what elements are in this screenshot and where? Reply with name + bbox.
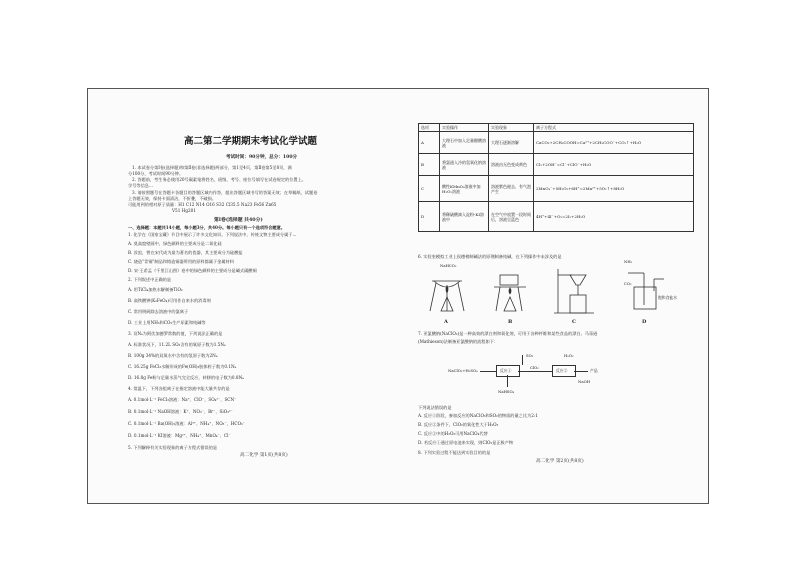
table-cell: 酸性KMnO₄溶液中加H₂O₂溶液 [440, 176, 489, 202]
question-7-option: B. 反应②条件下，ClO₂的氧化性大于H₂O₂ [418, 422, 499, 427]
table-row [419, 176, 694, 202]
page-footer: 高二化学 第1页(共8页) [240, 453, 288, 458]
question-line: C. 常用明矾除去溶液中的氯离子 [128, 309, 189, 314]
question-line: 2. 下列叙述中正确的是 [128, 277, 172, 282]
apparatus-label-c: C [572, 319, 576, 325]
question-line: D. 工业上用NH₃和CO₂生产尿素和纯碱等 [128, 320, 206, 325]
question-line: 4. 常温下，下列各组离子在指定溶液中能大量共存的是 [128, 386, 230, 391]
table-cell: 溶液紫色褪去，有气泡产生 [489, 176, 534, 202]
note-line: 上答题无效，保持卡面清洁，不折叠，不破损。 [128, 196, 216, 201]
right-page [418, 89, 694, 503]
flow-gas-2: ClO₂ [530, 365, 539, 370]
note-line: 2. 答题前，考生务必使用20号碳素笔将姓名、班级、考号、座位号填写在试卷规定的位置上。 [132, 177, 306, 182]
reaction-table [418, 123, 694, 232]
table-row [419, 132, 694, 154]
left-page [128, 89, 388, 503]
question-line: C. 烧造"青铜"制品和铸造铜器所用的原料都属于金属材料 [128, 259, 234, 264]
table-cell: Cl₂+2OH⁻=Cl⁻+ClO⁻+H₂O [534, 154, 694, 176]
flow-arrow [518, 371, 552, 372]
question-line: 5. 下列解释有关实验现象的离子方程式错误的是 [128, 445, 218, 450]
flow-box-reaction-2 [552, 365, 576, 377]
question-7-option: D. 若反应①通过原电池来实现，则ClO₂是正极产物 [418, 440, 514, 445]
table-cell: 在空气中放置一段时间后，溶液呈蓝色 [489, 202, 534, 232]
section-title: 第Ⅰ卷(选择题 共40分) [214, 217, 263, 223]
apparatus-label-d: D [642, 319, 647, 325]
question-line: D. 16.8g Fe粉与足量水蒸气完全反应，转移的电子数为0.8Nₐ [128, 375, 244, 380]
apparatus-d-drawing [624, 265, 672, 317]
question-line: B. 汝窑，曾在宋代成为最为著名的瓷器，其主要成分为硅酸盐 [128, 250, 243, 255]
apparatus-text: NaHCO₃ [440, 263, 457, 268]
note-line: 可能用到的相对原子质量：H1 C12 N14 O16 S32 Cl35.5 Na23 Fe56 Zn65 [128, 202, 277, 207]
page-footer: 高二化学 第2页(共8页) [536, 459, 584, 464]
note-line: 1. 本试卷分第Ⅰ卷(选择题)和第Ⅱ卷(非选择题)两部分，第1至4页，第Ⅱ卷第5至8页，满 [132, 165, 292, 170]
table-header: 离子方程式 [534, 124, 694, 132]
flow-arrow [507, 375, 508, 387]
apparatus-text: 饱和食盐水 [658, 295, 677, 300]
flow-arrow [574, 371, 588, 372]
note-line: V51 Hg201 [172, 208, 197, 213]
table-cell: 将氯通入冷的氢氧化钠溶液 [440, 154, 489, 176]
apparatus-label-a: A [444, 319, 448, 325]
table-cell: 大理石逐渐溶解 [489, 132, 534, 154]
table-cell: 溶液由无色变成黄色 [489, 154, 534, 176]
question-7-line: 7. 亚氯酸钠(NaClO₂)是一种高效的漂白剂和氧化剂，可用于各种纤维和某些食品的漂白。马蒂逊 [418, 331, 598, 336]
question-7-option: A. 反应①阶段，参加反应的NaClO₃和SO₂的物质的量之比为2:1 [418, 413, 538, 418]
table-row [419, 154, 694, 176]
note-line: 分100分，考试时间90分钟。 [128, 171, 184, 176]
table-header-row [419, 124, 694, 132]
flow-reactant: NaClO₃+H₂SO₄ [448, 368, 478, 373]
table-row [419, 202, 694, 232]
flow-gas-1: SO₂ [526, 353, 534, 358]
apparatus-c-drawing [554, 265, 596, 317]
flow-arrow [522, 355, 523, 365]
question-line: A. 莫高窟壁画中，绿色颜料的主要成分是二氧化硅 [128, 241, 222, 246]
flow-product: 产品 [590, 368, 598, 373]
note-line: 3. 请按照题号在答题卡各题目的答题区域内作答，超出答题区域书写的答案无效；在草稿纸、试题卷 [132, 190, 318, 195]
apparatus-text: NH₃ [624, 259, 633, 264]
question-line: D. 0.1mol·L⁻¹ KI溶液：Mg²⁺、NH₄⁺、MnO₄⁻、Cl⁻ [128, 433, 231, 438]
question-line: D. 宋·王希孟《千里江山图》卷中的绿色颜料的主要成分是碱式碳酸铜 [128, 268, 257, 273]
table-cell: 2MnO₄⁻+5H₂O₂+6H⁺=2Mn²⁺+5O₂↑+8H₂O [534, 176, 694, 202]
table-header: 实验现象 [489, 124, 534, 132]
table-cell: 将稀硫酸滴入淀粉-KI溶液中 [440, 202, 489, 232]
flow-base: NaOH [578, 379, 591, 384]
question-6: 6. 实验室模拟工业上侯德榜制碱法的原理制备纯碱，在下列操作中未涉及的是 [418, 254, 562, 259]
flow-step-1: 反应① [500, 368, 512, 373]
table-cell: 大理石中加入足量醋酸溶液 [440, 132, 489, 154]
question-7-option: C. 反应②中的H₂O₂可用NaClO₄代替 [418, 431, 488, 436]
flow-reagent: H₂O₂ [564, 353, 574, 358]
table-cell: A [419, 132, 440, 154]
question-line: A. 0.1mol·L⁻¹ FeCl₃溶液：Na⁺、ClO⁻、SO₄²⁻、SCN⁻ [128, 397, 237, 402]
note-line: 学号等信息... [128, 183, 153, 188]
question-7-line: (Mathieson)法制备亚氯酸钠的流程如下： [418, 339, 499, 344]
table-cell: D [419, 202, 440, 232]
question-line: B. 高铁酸钾(K₂FeO₄)可用作自来水的消毒剂 [128, 298, 211, 303]
apparatus-text: CO₂ [624, 281, 632, 286]
exam-sheet [87, 88, 709, 504]
question-7-intro: 下列说法错误的是 [418, 405, 452, 410]
table-header: 实验操作 [440, 124, 489, 132]
table-cell: B [419, 154, 440, 176]
table-cell: C [419, 176, 440, 202]
table-cell: CaCO₃+2CH₃COOH=Ca²⁺+2CH₃COO⁻+CO₂↑+H₂O [534, 132, 694, 154]
flow-step-2: 反应② [556, 368, 568, 373]
table-header: 选项 [419, 124, 440, 132]
flow-arrow [480, 371, 496, 372]
flow-byproduct: NaHSO₄ [498, 389, 515, 394]
flow-box-reaction-1 [496, 365, 520, 377]
question-line: 1. 化学在《国家宝藏》节目中展示了许多文化知识。下列说法中，传统文物主要成分属于... [128, 232, 297, 237]
question-line: B. 100g 34%的双氧水中含有的氢原子数为2Nₐ [128, 353, 218, 358]
table-cell: 4H⁺+4I⁻+O₂=2I₂+2H₂O [534, 202, 694, 232]
question-line: C. 16.25g FeCl₃水解形成的Fe(OH)₃胶体粒子数为0.1Nₐ [128, 364, 237, 369]
question-8: 8. 下列实验过程不能达到实验目的的是 [418, 450, 491, 455]
question-line: A. 用TiCl₄加热水解制备TiO₂ [128, 287, 183, 292]
question-line: 3. 设Nₐ为阿伏加德罗常数的值，下列说法正确的是 [128, 331, 223, 336]
apparatus-label-b: B [508, 319, 513, 325]
section-instruction: 一、选择题：本题共14小题，每小题3分，共40分。每小题只有一个选项符合题意。 [128, 225, 285, 230]
exam-title: 高二第二学期期末考试化学试题 [184, 136, 318, 147]
question-line: B. 0.1mol·L⁻¹ NaOH溶液：K⁺、NO₃⁻、Br⁻、SiO₃²⁻ [128, 409, 233, 414]
exam-info: 考试时间：90分钟，总分：100分 [226, 155, 298, 160]
question-line: C. 0.1mol·L⁻¹ Ba(OH)₂溶液：Al³⁺、NH₄⁺、NO₃⁻、HCO₃⁻ [128, 421, 245, 426]
apparatus-a-drawing [426, 267, 468, 315]
question-line: A. 标准状况下，11.2L SO₃含有的氧原子数为1.5Nₐ [128, 342, 226, 347]
apparatus-b-drawing [488, 267, 532, 315]
